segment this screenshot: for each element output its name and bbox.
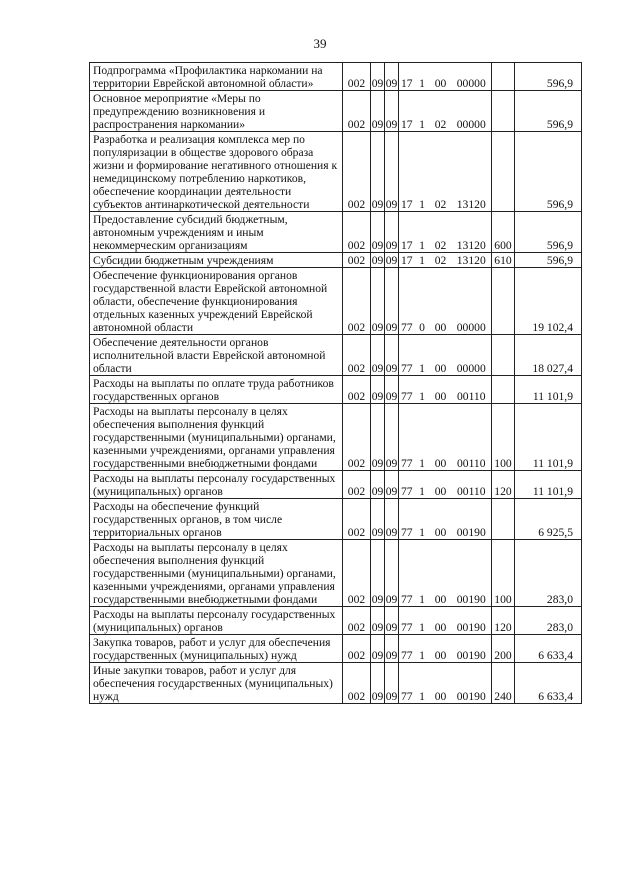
code-direction: 00110 [452, 404, 492, 471]
row-name: Расходы на обеспечение функций государственных органов, в том числе территориальных органов [90, 499, 343, 540]
code-rz: 09 [371, 91, 385, 132]
code-ved: 002 [343, 635, 371, 663]
row-sum: 596,9 [515, 132, 582, 212]
code-expense-type: 600 [492, 212, 515, 253]
code-pr: 09 [385, 212, 399, 253]
code-program: 17 [399, 253, 415, 268]
code-event: 00 [430, 540, 452, 607]
table-row [90, 91, 582, 132]
table-row [90, 376, 582, 404]
row-sum: 596,9 [515, 63, 582, 91]
table-row [90, 471, 582, 499]
code-expense-type [492, 63, 515, 91]
code-program: 77 [399, 404, 415, 471]
table-row [90, 663, 582, 704]
code-expense-type: 100 [492, 404, 515, 471]
code-ved: 002 [343, 499, 371, 540]
code-subprogram: 0 [415, 268, 430, 335]
row-name: Обеспечение функционирования органов государственной власти Еврейской автономной области, обеспечение функционирования отдельных казенных учреждений Еврейской автономной области [90, 268, 343, 335]
row-sum: 6 925,5 [515, 499, 582, 540]
row-sum: 283,0 [515, 540, 582, 607]
code-program: 17 [399, 63, 415, 91]
code-event: 02 [430, 253, 452, 268]
code-expense-type: 120 [492, 471, 515, 499]
code-expense-type: 100 [492, 540, 515, 607]
code-pr: 09 [385, 499, 399, 540]
table-row [90, 635, 582, 663]
code-subprogram: 1 [415, 376, 430, 404]
code-event: 00 [430, 635, 452, 663]
code-subprogram: 1 [415, 471, 430, 499]
row-sum: 6 633,4 [515, 635, 582, 663]
code-rz: 09 [371, 471, 385, 499]
table-row [90, 63, 582, 91]
code-ved: 002 [343, 253, 371, 268]
row-name: Основное мероприятие «Меры по предупреждению возникновения и распространения наркомании» [90, 91, 343, 132]
code-direction: 00000 [452, 91, 492, 132]
code-event: 00 [430, 471, 452, 499]
row-sum: 596,9 [515, 91, 582, 132]
row-name: Расходы на выплаты персоналу государственных (муниципальных) органов [90, 471, 343, 499]
code-ved: 002 [343, 132, 371, 212]
code-subprogram: 1 [415, 132, 430, 212]
code-direction: 13120 [452, 253, 492, 268]
code-ved: 002 [343, 607, 371, 635]
code-direction: 13120 [452, 212, 492, 253]
code-program: 17 [399, 132, 415, 212]
code-event: 00 [430, 376, 452, 404]
code-ved: 002 [343, 540, 371, 607]
code-direction: 00000 [452, 268, 492, 335]
code-direction: 13120 [452, 132, 492, 212]
code-program: 77 [399, 335, 415, 376]
code-subprogram: 1 [415, 404, 430, 471]
row-name: Иные закупки товаров, работ и услуг для обеспечения государственных (муниципальных) нужд [90, 663, 343, 704]
code-expense-type [492, 335, 515, 376]
code-ved: 002 [343, 376, 371, 404]
code-pr: 09 [385, 63, 399, 91]
code-pr: 09 [385, 471, 399, 499]
budget-table [89, 62, 582, 704]
code-event: 00 [430, 607, 452, 635]
code-rz: 09 [371, 132, 385, 212]
code-program: 77 [399, 663, 415, 704]
row-name: Расходы на выплаты по оплате труда работников государственных органов [90, 376, 343, 404]
table-row [90, 268, 582, 335]
code-program: 77 [399, 471, 415, 499]
code-expense-type: 120 [492, 607, 515, 635]
row-sum: 11 101,9 [515, 376, 582, 404]
row-name: Разработка и реализация комплекса мер по популяризации в обществе здорового образа жизни и формирование негативного отношения к немедицинскому потреблению наркотиков, обеспечение координации деятельности субъектов антинаркотической деятельности [90, 132, 343, 212]
code-pr: 09 [385, 607, 399, 635]
code-ved: 002 [343, 404, 371, 471]
code-expense-type [492, 499, 515, 540]
table-row [90, 335, 582, 376]
code-rz: 09 [371, 63, 385, 91]
code-pr: 09 [385, 254, 398, 267]
code-event: 00 [430, 663, 452, 704]
code-direction: 00190 [452, 607, 492, 635]
code-subprogram: 1 [415, 499, 430, 540]
table-row [90, 212, 582, 253]
code-expense-type [492, 91, 515, 132]
row-sum: 283,0 [515, 607, 582, 635]
code-subprogram: 1 [415, 63, 430, 91]
code-direction: 00190 [452, 499, 492, 540]
code-pr: 09 [385, 91, 399, 132]
code-event: 00 [430, 63, 452, 91]
code-expense-type: 200 [492, 635, 515, 663]
code-pr: 09 [385, 635, 399, 663]
row-sum: 596,9 [515, 212, 582, 253]
code-event: 02 [430, 132, 452, 212]
code-direction: 00000 [452, 63, 492, 91]
code-program: 17 [399, 91, 415, 132]
code-expense-type: 610 [492, 253, 515, 268]
code-subprogram: 1 [415, 212, 430, 253]
code-event: 00 [430, 268, 452, 335]
row-name: Расходы на выплаты персоналу в целях обеспечения выполнения функций государственными (муниципальными) органами, казенными учреждениями, органами управления государственными внебюджетными фондами [90, 404, 343, 471]
code-subprogram: 1 [415, 540, 430, 607]
code-rz: 09 [371, 254, 384, 267]
table-row [90, 253, 582, 268]
row-name: Подпрограмма «Профилактика наркомании на территории Еврейской автономной области» [90, 63, 343, 91]
code-pr: 09 [385, 268, 399, 335]
code-rz: 09 [371, 607, 385, 635]
code-rz: 09 [371, 335, 385, 376]
row-name: Расходы на выплаты персоналу в целях обеспечения выполнения функций государственными (муниципальными) органами, казенными учреждениями, органами управления государственными внебюджетными фондами [90, 540, 343, 607]
row-sum: 18 027,4 [515, 335, 582, 376]
code-program: 77 [399, 635, 415, 663]
table-row [90, 132, 582, 212]
code-rz: 09 [371, 635, 385, 663]
code-event: 00 [430, 404, 452, 471]
code-direction: 00110 [452, 376, 492, 404]
code-rz: 09 [371, 212, 385, 253]
code-expense-type [492, 268, 515, 335]
code-expense-type: 240 [492, 663, 515, 704]
code-pr: 09 [385, 376, 399, 404]
code-rz: 09 [371, 376, 385, 404]
code-direction: 00000 [452, 335, 492, 376]
code-subprogram: 1 [415, 253, 430, 268]
code-direction: 00190 [452, 540, 492, 607]
code-event: 00 [430, 499, 452, 540]
code-pr: 09 [385, 663, 399, 704]
page-number: 39 [313, 36, 327, 51]
code-program: 77 [399, 540, 415, 607]
code-subprogram: 1 [415, 335, 430, 376]
code-subprogram: 1 [415, 91, 430, 132]
table-body [90, 63, 582, 704]
code-rz: 09 [371, 499, 385, 540]
table-row [90, 404, 582, 471]
code-event: 00 [430, 335, 452, 376]
code-ved: 002 [343, 663, 371, 704]
code-direction: 00190 [452, 635, 492, 663]
row-name: Обеспечение деятельности органов исполнительной власти Еврейской автономной области [90, 335, 343, 376]
code-subprogram: 1 [415, 607, 430, 635]
row-sum: 6 633,4 [515, 663, 582, 704]
code-subprogram: 1 [415, 663, 430, 704]
code-direction: 00110 [452, 471, 492, 499]
code-pr: 09 [385, 132, 399, 212]
code-expense-type [492, 376, 515, 404]
code-subprogram: 1 [415, 635, 430, 663]
row-name: Закупка товаров, работ и услуг для обеспечения государственных (муниципальных) нужд [90, 635, 343, 663]
code-expense-type [492, 132, 515, 212]
code-rz: 09 [371, 663, 385, 704]
row-sum: 11 101,9 [515, 471, 582, 499]
code-pr: 09 [385, 335, 399, 376]
table-row [90, 607, 582, 635]
code-event: 02 [430, 212, 452, 253]
code-ved: 002 [343, 212, 371, 253]
code-rz: 09 [371, 540, 385, 607]
code-ved: 002 [343, 91, 371, 132]
table-row [90, 499, 582, 540]
code-ved: 002 [343, 471, 371, 499]
row-name: Расходы на выплаты персоналу государственных (муниципальных) органов [90, 607, 343, 635]
row-name: Предоставление субсидий бюджетным, автономным учреждениям и иным некоммерческим организациям [90, 212, 343, 253]
row-sum: 11 101,9 [515, 404, 582, 471]
code-ved: 002 [343, 335, 371, 376]
code-program: 77 [399, 607, 415, 635]
code-ved: 002 [343, 268, 371, 335]
table-row [90, 540, 582, 607]
code-event: 02 [430, 91, 452, 132]
row-sum: 19 102,4 [515, 268, 582, 335]
code-rz: 09 [371, 404, 385, 471]
code-rz: 09 [371, 268, 385, 335]
code-program: 77 [399, 499, 415, 540]
code-program: 77 [399, 376, 415, 404]
code-pr: 09 [385, 404, 399, 471]
code-direction: 00190 [452, 663, 492, 704]
code-program: 77 [399, 268, 415, 335]
code-program: 17 [399, 212, 415, 253]
row-name: Субсидии бюджетным учреждениям [90, 253, 343, 268]
row-sum: 596,9 [515, 253, 582, 268]
code-ved: 002 [343, 63, 371, 91]
code-pr: 09 [385, 540, 399, 607]
